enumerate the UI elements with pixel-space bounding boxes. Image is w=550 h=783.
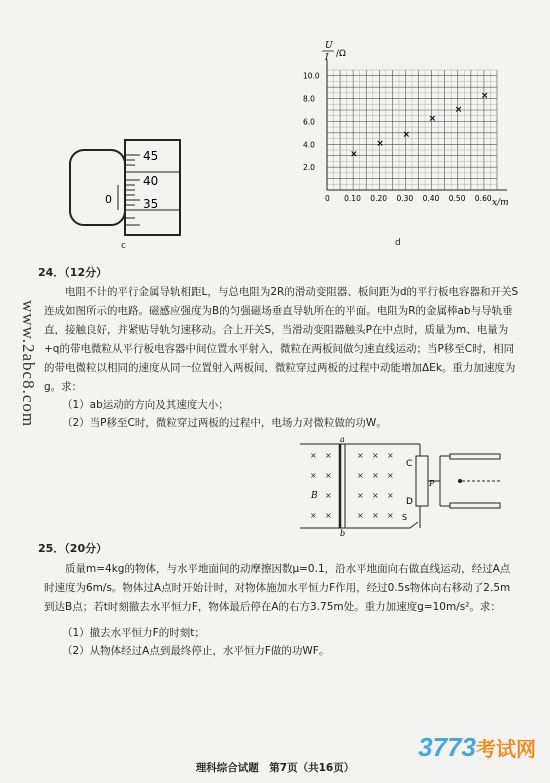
- x-tick-label: 0.30: [396, 194, 414, 203]
- x-axis-label: x/m: [492, 198, 509, 208]
- scale-mark-35: 35: [143, 197, 159, 211]
- chart-points: [350, 91, 488, 159]
- svg-text:×: ×: [387, 511, 394, 520]
- svg-text:×: ×: [325, 491, 332, 500]
- svg-text:×: ×: [310, 451, 317, 460]
- svg-text:I: I: [325, 53, 329, 63]
- scale-mark-40: 40: [143, 174, 159, 188]
- svg-text:×: ×: [387, 451, 394, 460]
- data-point: ×: [480, 91, 489, 102]
- svg-text:×: ×: [357, 451, 364, 460]
- data-point: ×: [454, 104, 463, 115]
- x-tick-label: 0: [325, 194, 330, 203]
- chart-axes: [327, 60, 507, 190]
- q24-paragraph: 电阻不计的平行金属导轨相距L，与总电阻为2R的滑动变阻器、板间距为d的平行板电容器和开关S连成如图所示的电路。磁感应强度为B的匀强磁场垂直导轨所在的平面。电阻为R的金属棒ab与导轨垂直，接触良好，并紧贴导轨匀速移动。合上开关S，当滑动变阻器触头P在中点时，质量为m、电量为+q的带电微粒从平行板电容器中间位置水平射入，微粒在两板间做匀速直线运动；当P移至C时，相同的带电微粒以相同的速度从同一位置射入两板间，微粒穿过两板的过程中动能增加ΔEk。重力加速度为g。求：: [44, 286, 519, 393]
- x-tick-label: 0.20: [370, 194, 388, 203]
- data-point: ×: [428, 114, 437, 124]
- scale-zero: 0: [105, 193, 112, 206]
- scale-mark-45: 45: [143, 149, 159, 163]
- svg-text:×: ×: [357, 471, 364, 480]
- svg-text:U: U: [325, 41, 333, 51]
- chart-ticks: [303, 72, 492, 203]
- svg-text:×: ×: [357, 491, 364, 500]
- svg-text:×: ×: [325, 451, 332, 460]
- y-tick-label: 10.0: [303, 71, 320, 81]
- svg-text:×: ×: [387, 471, 394, 480]
- data-point: ×: [350, 149, 358, 160]
- svg-text:S: S: [402, 513, 408, 522]
- svg-text:×: ×: [372, 451, 379, 460]
- x-tick-label: 0.40: [422, 194, 440, 203]
- q25-sub1: （1）撤去水平恒力F的时刻t；: [62, 627, 205, 639]
- svg-text:P: P: [429, 479, 435, 488]
- svg-text:×: ×: [372, 471, 379, 480]
- svg-text:×: ×: [310, 511, 317, 520]
- q25-paragraph: 质量m=4kg的物体，与水平地面间的动摩擦因数μ=0.1，沿水平地面向右做直线运动，经过A点时速度为6m/s。物体过A点时开始计时，对物体施加水平恒力F作用，经过0.5s物体向右移动了2.5m到达B点；若t时刻撤去水平恒力F，物体最后停在A的右方3.75m处。重力加速度g=10m/s²。求：: [44, 563, 511, 613]
- q24-circuit-figure: [270, 436, 510, 536]
- q25-title: 25．（20分）: [38, 542, 108, 555]
- svg-text:b: b: [340, 529, 346, 536]
- brand-logo: 3773考试网: [418, 732, 536, 762]
- chart-grid: [327, 70, 497, 190]
- y-tick-label: 6.0: [303, 117, 315, 127]
- x-tick-label: 0.10: [344, 194, 361, 203]
- svg-text:×: ×: [372, 491, 379, 500]
- y-tick-label: 8.0: [303, 94, 315, 104]
- svg-text:a: a: [340, 436, 345, 444]
- q25-sub2: （2）从物体经过A点到最终停止，水平恒力F做的功WF。: [62, 645, 330, 657]
- page-footer: 理科综合试题 第7页（共16页）: [195, 762, 355, 774]
- figure-c-caliper: [60, 130, 220, 250]
- y-tick-label: 2.0: [303, 163, 315, 173]
- y-tick-label: 4.0: [303, 140, 315, 150]
- svg-text:×: ×: [387, 491, 394, 500]
- svg-text:×: ×: [357, 511, 364, 520]
- q24-sub2: （2）当P移至C时，微粒穿过两板的过程中，电场力对微粒做的功W。: [62, 417, 387, 429]
- q24-sub1: （1）ab运动的方向及其速度大小；: [62, 399, 229, 411]
- x-tick-label: 0.50: [448, 194, 466, 203]
- data-point: ×: [376, 139, 384, 150]
- svg-text:B: B: [311, 491, 318, 501]
- figure-c-caption: c: [121, 241, 126, 251]
- svg-text:/Ω: /Ω: [336, 49, 346, 59]
- figure-d-chart: [292, 40, 512, 240]
- figure-d-caption: d: [395, 238, 401, 248]
- svg-text:×: ×: [325, 471, 332, 480]
- data-point: ×: [402, 130, 411, 140]
- x-tick-label: 0.60: [474, 194, 492, 203]
- svg-text:×: ×: [310, 471, 317, 480]
- svg-text:C: C: [406, 459, 413, 469]
- svg-text:×: ×: [325, 511, 332, 520]
- svg-text:×: ×: [372, 511, 379, 520]
- svg-text:D: D: [406, 497, 413, 507]
- q24-title: 24．（12分）: [38, 266, 108, 279]
- side-watermark: www.2abc8.com: [19, 300, 38, 428]
